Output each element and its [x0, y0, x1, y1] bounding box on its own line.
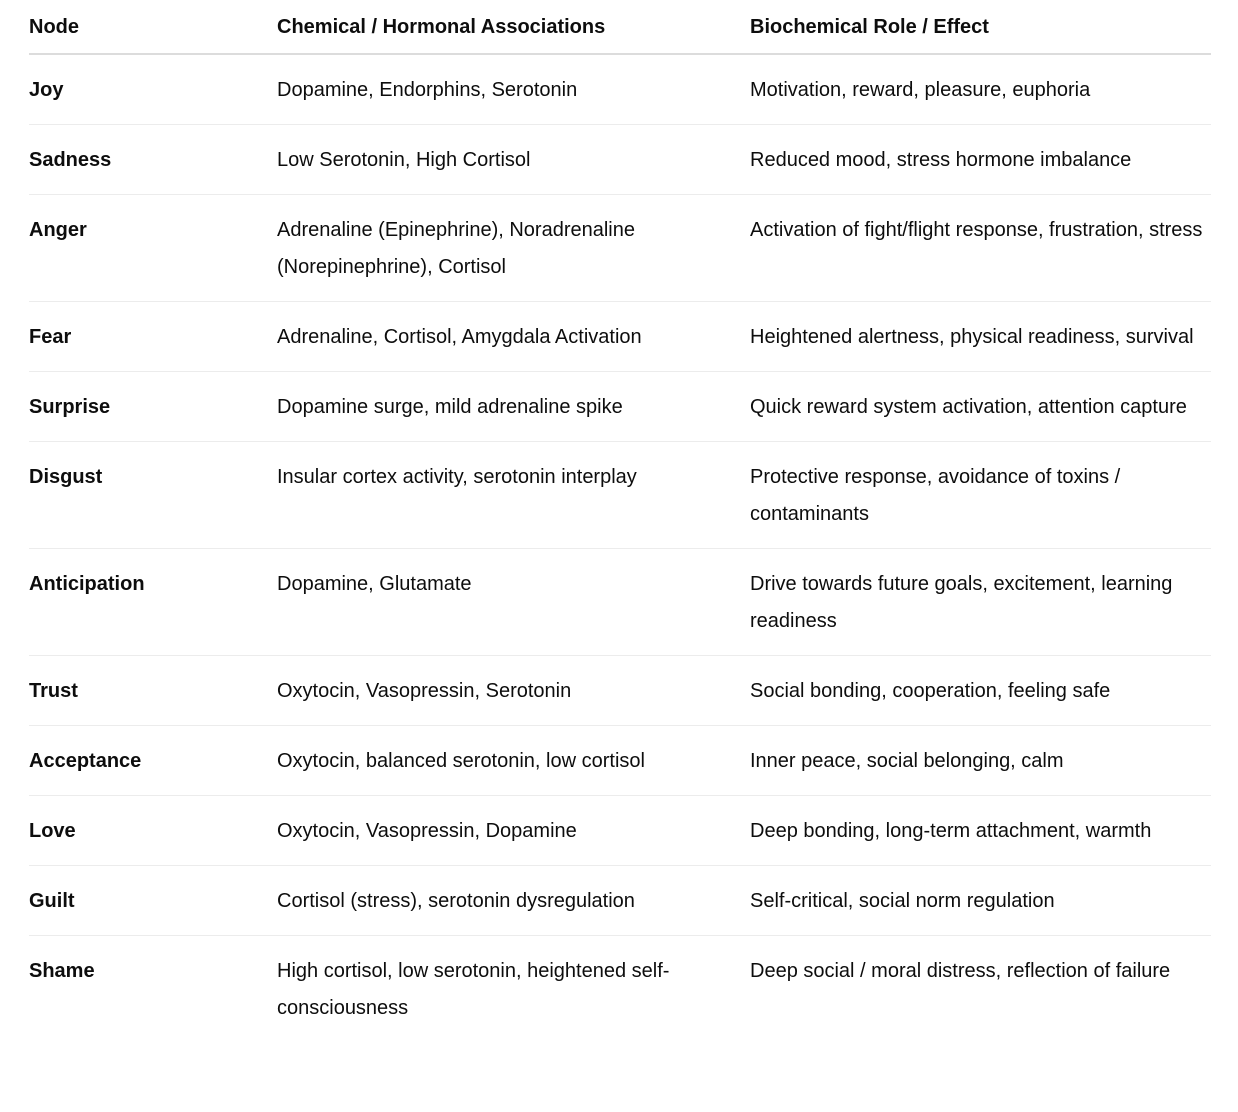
node-cell: Guilt	[29, 866, 277, 936]
table-body	[29, 54, 1211, 1042]
effect-cell: Social bonding, cooperation, feeling safe	[750, 656, 1211, 726]
table-row	[29, 125, 1211, 195]
effect-cell: Deep social / moral distress, reflection of failure	[750, 960, 1171, 982]
node-cell: Trust	[29, 656, 277, 726]
table-row	[29, 866, 1211, 936]
chemicals-cell: Insular cortex activity, serotonin interplay	[277, 442, 750, 549]
table-row	[29, 656, 1211, 726]
chemicals-cell: Oxytocin, Vasopressin, Serotonin	[277, 656, 750, 726]
node-cell: Surprise	[29, 372, 277, 442]
emotion-chemistry-table-wrapper	[29, 0, 1211, 1042]
header-chemicals: Chemical / Hormonal Associations	[277, 0, 750, 54]
table-row	[29, 442, 1211, 549]
chemicals-cell: Oxytocin, balanced serotonin, low cortisol	[277, 726, 750, 796]
chemicals-cell: Dopamine surge, mild adrenaline spike	[277, 372, 750, 442]
effect-cell: Heightened alertness, physical readiness, survival	[750, 302, 1211, 372]
table-row	[29, 726, 1211, 796]
header-node: Node	[29, 0, 277, 54]
chemicals-cell: Adrenaline, Cortisol, Amygdala Activation	[277, 302, 750, 372]
node-cell: Shame	[29, 960, 95, 982]
chemicals-cell: Adrenaline (Epinephrine), Noradrenaline (Norepinephrine), Cortisol	[277, 195, 750, 302]
node-cell: Love	[29, 796, 277, 866]
effect-cell: Protective response, avoidance of toxins / contaminants	[750, 442, 1211, 549]
node-cell: Joy	[29, 54, 277, 125]
node-cell: Disgust	[29, 442, 277, 549]
effect-cell: Motivation, reward, pleasure, euphoria	[750, 54, 1211, 125]
chemicals-cell: Dopamine, Glutamate	[277, 549, 750, 656]
table-row	[29, 372, 1211, 442]
chemicals-cell: High cortisol, low serotonin, heightened self-consciousness	[277, 960, 670, 1019]
effect-cell: Drive towards future goals, excitement, learning readiness	[750, 549, 1211, 656]
emotion-chemistry-table	[29, 0, 1211, 1042]
chemicals-cell: Oxytocin, Vasopressin, Dopamine	[277, 796, 750, 866]
table-row	[29, 54, 1211, 125]
effect-cell: Activation of fight/flight response, frustration, stress	[750, 195, 1211, 302]
header-effect: Biochemical Role / Effect	[750, 0, 1211, 54]
chemicals-cell: Cortisol (stress), serotonin dysregulation	[277, 866, 750, 936]
table-row	[29, 936, 1211, 1043]
table-row	[29, 302, 1211, 372]
effect-cell: Inner peace, social belonging, calm	[750, 726, 1211, 796]
effect-cell: Quick reward system activation, attention capture	[750, 372, 1211, 442]
node-cell: Anger	[29, 195, 277, 302]
table-row	[29, 549, 1211, 656]
node-cell: Fear	[29, 302, 277, 372]
node-cell: Acceptance	[29, 726, 277, 796]
chemicals-cell: Dopamine, Endorphins, Serotonin	[277, 54, 750, 125]
chemicals-cell: Low Serotonin, High Cortisol	[277, 125, 750, 195]
node-cell: Anticipation	[29, 549, 277, 656]
effect-cell: Reduced mood, stress hormone imbalance	[750, 125, 1211, 195]
node-cell: Sadness	[29, 125, 277, 195]
table-row	[29, 195, 1211, 302]
effect-cell: Self-critical, social norm regulation	[750, 866, 1211, 936]
effect-cell: Deep bonding, long-term attachment, warmth	[750, 796, 1211, 866]
table-header-row	[29, 0, 1211, 54]
table-row	[29, 796, 1211, 866]
